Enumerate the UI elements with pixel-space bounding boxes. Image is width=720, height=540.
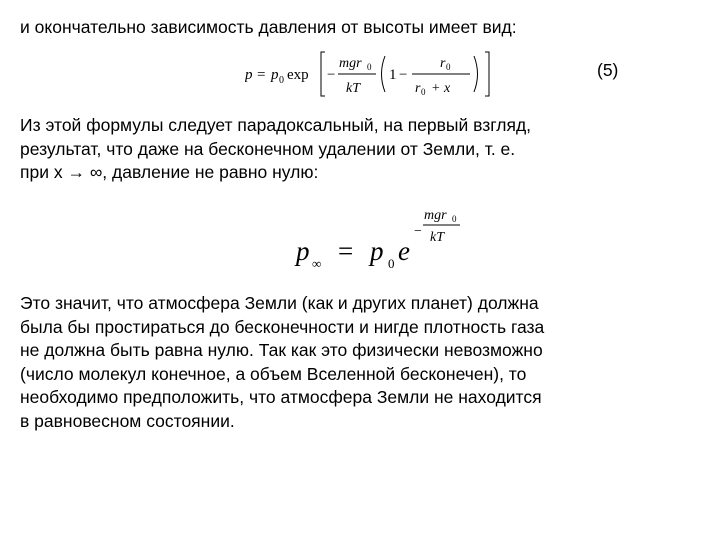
paragraph-2-line: в равновесном состоянии. xyxy=(20,410,235,431)
formula-inf-exp-den: kT xyxy=(430,230,444,245)
formula-5-one: 1 xyxy=(389,67,397,83)
formula-5-p0: p xyxy=(271,67,279,83)
formula-5-p0-sub: 0 xyxy=(279,75,284,86)
intro-line: и окончательно зависимость давления от высоты имеет вид: xyxy=(20,17,517,37)
formula-5-num1: mgr xyxy=(339,56,362,71)
formula-pressure-infinity xyxy=(290,205,490,275)
paragraph-2-line: была бы простираться до бесконечности и нигде плотность газа xyxy=(20,316,545,337)
formula-inf-p0: p xyxy=(370,236,384,266)
formula-5-left-paren xyxy=(382,56,386,92)
paragraph-2 xyxy=(20,292,710,433)
formula-5-num2: r xyxy=(440,56,446,71)
paragraph-2-line: Это значит, что атмосфера Земли (как и других планет) должна xyxy=(20,293,539,313)
formula-5-den1: kT xyxy=(346,81,360,96)
paragraph-1-line: при х → ∞, давление не равно нулю: xyxy=(20,162,319,182)
formula-5-den2-tail: + x xyxy=(431,81,451,96)
formula-5-num2-sub: 0 xyxy=(446,62,451,72)
equation-number: (5) xyxy=(597,60,619,80)
formula-inf-exp-num: mgr xyxy=(424,208,447,223)
formula-5-right-bracket xyxy=(485,52,489,96)
formula-5-equals: = xyxy=(257,67,266,83)
formula-inf-base: e xyxy=(398,236,410,266)
formula-inf-p0-sub: 0 xyxy=(388,256,395,271)
formula-inf-equals: = xyxy=(338,236,354,266)
formula-inf-exp-minus: − xyxy=(414,224,422,239)
formula-5-num1-sub: 0 xyxy=(367,62,372,72)
formula-5-exp: exp xyxy=(287,67,309,83)
paragraph-2-line: (число молекул конечное, а объем Вселенной бесконечен), то xyxy=(20,363,527,384)
formula-5-den2: r xyxy=(415,81,421,96)
formula-inf-lhs-sub: ∞ xyxy=(312,256,322,271)
formula-inf-exp-num-sub: 0 xyxy=(452,214,457,224)
paragraph-1-line: Из этой формулы следует парадоксальный, на первый взгляд, xyxy=(20,115,532,135)
formula-5-left-bracket xyxy=(321,52,325,96)
paragraph-1 xyxy=(20,114,710,185)
paragraph-2-line: не должна быть равна нулю. Так как это физически невозможно xyxy=(20,340,543,360)
formula-5 xyxy=(245,46,505,102)
paragraph-1-line: результат, что даже на бесконечном удалении от Земли, т. е. xyxy=(20,138,516,159)
formula-5-minus-2: − xyxy=(399,67,408,83)
formula-inf-lhs: p xyxy=(296,236,310,266)
formula-5-minus-1: − xyxy=(327,67,336,83)
formula-5-lhs: p xyxy=(245,67,253,83)
formula-5-den2-sub: 0 xyxy=(421,87,426,97)
paragraph-2-line: необходимо предположить, что атмосфера Земли не находится xyxy=(20,387,542,407)
formula-5-right-paren xyxy=(474,56,478,92)
